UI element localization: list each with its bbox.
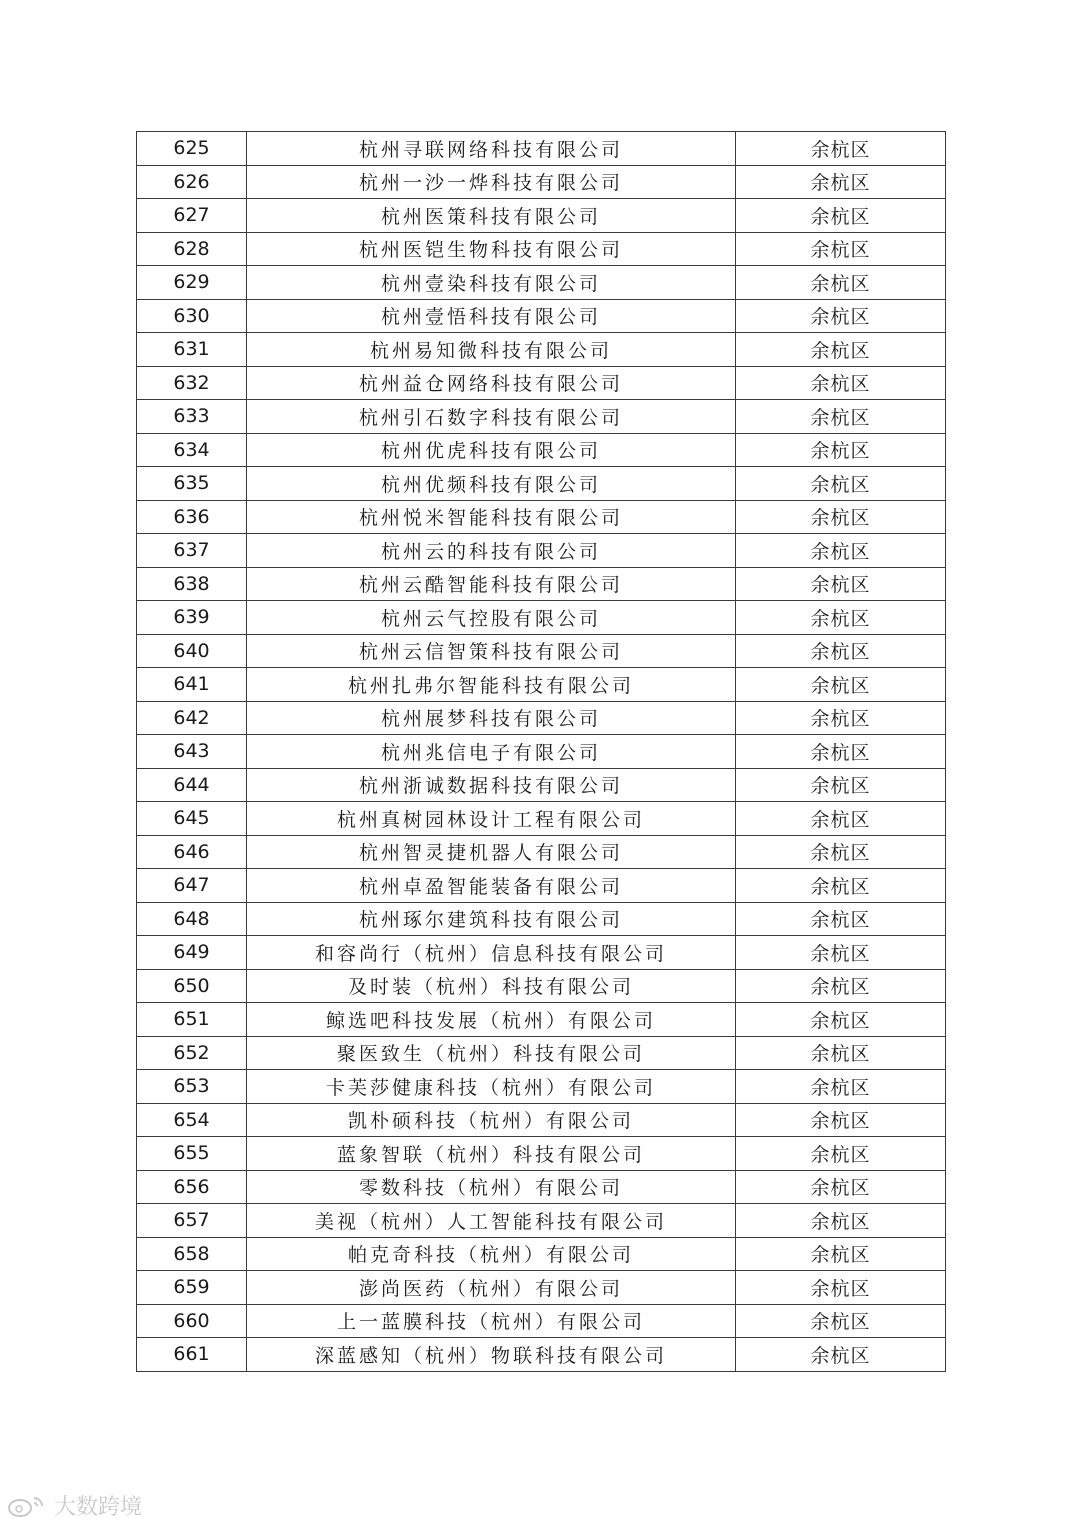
row-number: 654 xyxy=(137,1103,247,1137)
table-row xyxy=(137,366,946,400)
company-name: 零数科技（杭州）有限公司 xyxy=(247,1170,736,1204)
district: 余杭区 xyxy=(736,936,946,970)
row-number: 642 xyxy=(137,701,247,735)
district: 余杭区 xyxy=(736,1070,946,1104)
table-row xyxy=(137,232,946,266)
weibo-logo-icon xyxy=(6,1494,46,1518)
company-name: 杭州兆信电子有限公司 xyxy=(247,735,736,769)
company-name: 和容尚行（杭州）信息科技有限公司 xyxy=(247,936,736,970)
company-name: 杭州优频科技有限公司 xyxy=(247,467,736,501)
table-row xyxy=(137,668,946,702)
company-name: 杭州易知微科技有限公司 xyxy=(247,333,736,367)
row-number: 655 xyxy=(137,1137,247,1171)
district: 余杭区 xyxy=(736,1338,946,1372)
district: 余杭区 xyxy=(736,1204,946,1238)
row-number: 648 xyxy=(137,902,247,936)
row-number: 640 xyxy=(137,634,247,668)
district: 余杭区 xyxy=(736,969,946,1003)
row-number: 628 xyxy=(137,232,247,266)
district: 余杭区 xyxy=(736,534,946,568)
company-name: 杭州扎弗尔智能科技有限公司 xyxy=(247,668,736,702)
row-number: 649 xyxy=(137,936,247,970)
table-row xyxy=(137,802,946,836)
row-number: 652 xyxy=(137,1036,247,1070)
company-name: 杭州琢尔建筑科技有限公司 xyxy=(247,902,736,936)
row-number: 645 xyxy=(137,802,247,836)
row-number: 650 xyxy=(137,969,247,1003)
row-number: 631 xyxy=(137,333,247,367)
table-row xyxy=(137,735,946,769)
row-number: 643 xyxy=(137,735,247,769)
company-name: 上一蓝膜科技（杭州）有限公司 xyxy=(247,1304,736,1338)
district: 余杭区 xyxy=(736,869,946,903)
table-row xyxy=(137,1137,946,1171)
row-number: 626 xyxy=(137,165,247,199)
company-name: 杭州悦米智能科技有限公司 xyxy=(247,500,736,534)
company-name: 澎尚医药（杭州）有限公司 xyxy=(247,1271,736,1305)
table-row xyxy=(137,902,946,936)
company-name: 杭州优虎科技有限公司 xyxy=(247,433,736,467)
district: 余杭区 xyxy=(736,1036,946,1070)
company-name: 聚医致生（杭州）科技有限公司 xyxy=(247,1036,736,1070)
company-name: 杭州云气控股有限公司 xyxy=(247,601,736,635)
table-row xyxy=(137,299,946,333)
company-name: 杭州智灵捷机器人有限公司 xyxy=(247,835,736,869)
table-row xyxy=(137,199,946,233)
table-row xyxy=(137,768,946,802)
district: 余杭区 xyxy=(736,333,946,367)
district: 余杭区 xyxy=(736,735,946,769)
district: 余杭区 xyxy=(736,1237,946,1271)
district: 余杭区 xyxy=(736,1170,946,1204)
company-name: 帕克奇科技（杭州）有限公司 xyxy=(247,1237,736,1271)
row-number: 647 xyxy=(137,869,247,903)
watermark xyxy=(6,1490,142,1521)
row-number: 636 xyxy=(137,500,247,534)
row-number: 630 xyxy=(137,299,247,333)
table-row xyxy=(137,266,946,300)
district: 余杭区 xyxy=(736,433,946,467)
table-row xyxy=(137,701,946,735)
company-name: 杭州浙诚数据科技有限公司 xyxy=(247,768,736,802)
company-name: 鲸选吧科技发展（杭州）有限公司 xyxy=(247,1003,736,1037)
district: 余杭区 xyxy=(736,902,946,936)
table-row xyxy=(137,1271,946,1305)
row-number: 632 xyxy=(137,366,247,400)
district: 余杭区 xyxy=(736,701,946,735)
district: 余杭区 xyxy=(736,1271,946,1305)
district: 余杭区 xyxy=(736,601,946,635)
row-number: 627 xyxy=(137,199,247,233)
row-number: 629 xyxy=(137,266,247,300)
district: 余杭区 xyxy=(736,232,946,266)
district: 余杭区 xyxy=(736,634,946,668)
row-number: 633 xyxy=(137,400,247,434)
company-name: 杭州卓盈智能装备有限公司 xyxy=(247,869,736,903)
company-list-table xyxy=(136,131,946,1372)
company-name: 杭州引石数字科技有限公司 xyxy=(247,400,736,434)
company-name: 杭州益仓网络科技有限公司 xyxy=(247,366,736,400)
district: 余杭区 xyxy=(736,132,946,166)
district: 余杭区 xyxy=(736,299,946,333)
table-row xyxy=(137,333,946,367)
row-number: 635 xyxy=(137,467,247,501)
table-row xyxy=(137,1204,946,1238)
row-number: 656 xyxy=(137,1170,247,1204)
company-name: 杭州壹悟科技有限公司 xyxy=(247,299,736,333)
table-row xyxy=(137,1170,946,1204)
district: 余杭区 xyxy=(736,802,946,836)
company-name: 杭州一沙一烨科技有限公司 xyxy=(247,165,736,199)
row-number: 641 xyxy=(137,668,247,702)
company-list-body xyxy=(137,132,946,1372)
company-name: 及时装（杭州）科技有限公司 xyxy=(247,969,736,1003)
district: 余杭区 xyxy=(736,199,946,233)
company-name: 杭州云酷智能科技有限公司 xyxy=(247,567,736,601)
company-name: 杭州壹染科技有限公司 xyxy=(247,266,736,300)
district: 余杭区 xyxy=(736,165,946,199)
district: 余杭区 xyxy=(736,567,946,601)
company-name: 杭州云信智策科技有限公司 xyxy=(247,634,736,668)
row-number: 646 xyxy=(137,835,247,869)
table-row xyxy=(137,534,946,568)
district: 余杭区 xyxy=(736,366,946,400)
company-name: 杭州真树园林设计工程有限公司 xyxy=(247,802,736,836)
row-number: 658 xyxy=(137,1237,247,1271)
table-row xyxy=(137,1070,946,1104)
company-name: 凯朴硕科技（杭州）有限公司 xyxy=(247,1103,736,1137)
table-row xyxy=(137,1003,946,1037)
row-number: 625 xyxy=(137,132,247,166)
district: 余杭区 xyxy=(736,768,946,802)
district: 余杭区 xyxy=(736,1304,946,1338)
company-name: 杭州展梦科技有限公司 xyxy=(247,701,736,735)
table-row xyxy=(137,467,946,501)
table-row xyxy=(137,601,946,635)
company-name: 杭州医策科技有限公司 xyxy=(247,199,736,233)
company-name: 杭州寻联网络科技有限公司 xyxy=(247,132,736,166)
table-row xyxy=(137,634,946,668)
district: 余杭区 xyxy=(736,1003,946,1037)
table-row xyxy=(137,132,946,166)
company-name: 深蓝感知（杭州）物联科技有限公司 xyxy=(247,1338,736,1372)
table-row xyxy=(137,1237,946,1271)
row-number: 657 xyxy=(137,1204,247,1238)
district: 余杭区 xyxy=(736,400,946,434)
table-row xyxy=(137,1036,946,1070)
district: 余杭区 xyxy=(736,500,946,534)
table-row xyxy=(137,969,946,1003)
row-number: 661 xyxy=(137,1338,247,1372)
row-number: 644 xyxy=(137,768,247,802)
district: 余杭区 xyxy=(736,266,946,300)
table-row xyxy=(137,936,946,970)
table-row xyxy=(137,1338,946,1372)
row-number: 660 xyxy=(137,1304,247,1338)
table-row xyxy=(137,567,946,601)
row-number: 659 xyxy=(137,1271,247,1305)
company-name: 杭州云的科技有限公司 xyxy=(247,534,736,568)
district: 余杭区 xyxy=(736,668,946,702)
row-number: 638 xyxy=(137,567,247,601)
company-name: 蓝象智联（杭州）科技有限公司 xyxy=(247,1137,736,1171)
company-name: 美视（杭州）人工智能科技有限公司 xyxy=(247,1204,736,1238)
table-row xyxy=(137,1304,946,1338)
company-name: 杭州医铠生物科技有限公司 xyxy=(247,232,736,266)
district: 余杭区 xyxy=(736,835,946,869)
district: 余杭区 xyxy=(736,1137,946,1171)
district: 余杭区 xyxy=(736,1103,946,1137)
table-row xyxy=(137,1103,946,1137)
company-name: 卡芙莎健康科技（杭州）有限公司 xyxy=(247,1070,736,1104)
watermark-text: 大数跨境 xyxy=(54,1495,143,1520)
row-number: 637 xyxy=(137,534,247,568)
district: 余杭区 xyxy=(736,467,946,501)
table-row xyxy=(137,869,946,903)
table-row xyxy=(137,500,946,534)
row-number: 653 xyxy=(137,1070,247,1104)
row-number: 651 xyxy=(137,1003,247,1037)
row-number: 634 xyxy=(137,433,247,467)
table-row xyxy=(137,165,946,199)
table-row xyxy=(137,835,946,869)
table-row xyxy=(137,400,946,434)
row-number: 639 xyxy=(137,601,247,635)
table-row xyxy=(137,433,946,467)
